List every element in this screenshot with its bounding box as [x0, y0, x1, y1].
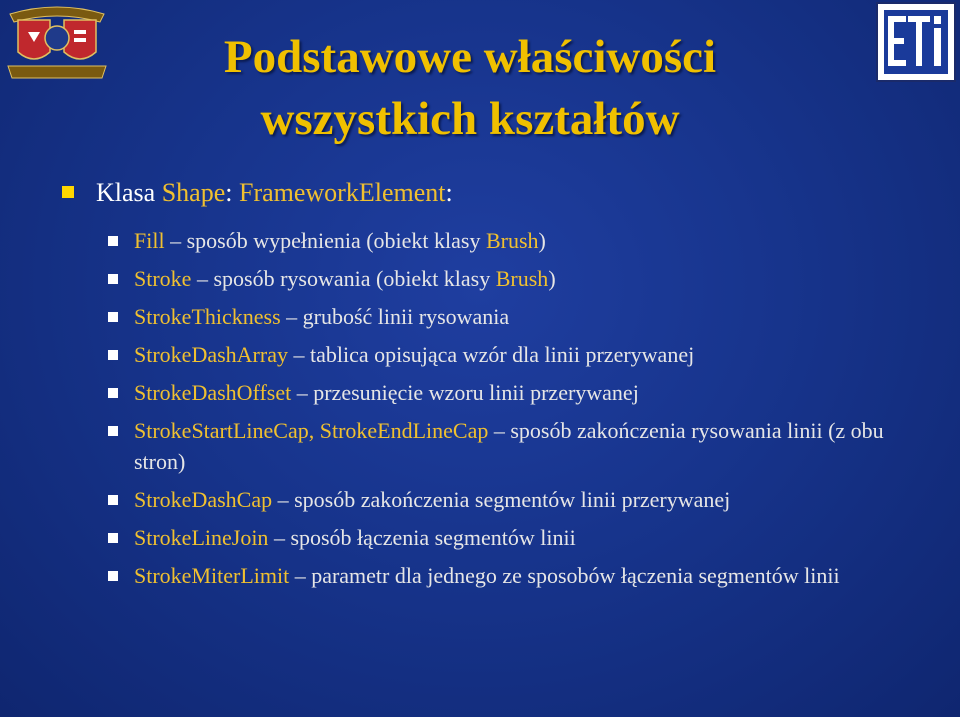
property-tail: ) — [538, 228, 546, 253]
property-term: StrokeMiterLimit — [134, 563, 290, 588]
property-term: StrokeLineJoin — [134, 525, 269, 550]
list-item — [60, 560, 940, 591]
property-term: StrokeDashArray — [134, 342, 288, 367]
property-tail: ) — [548, 266, 556, 291]
property-term: StrokeDashOffset — [134, 380, 292, 405]
square-bullet-icon — [108, 350, 118, 360]
property-term: StrokeStartLineCap, StrokeEndLineCap — [134, 418, 489, 443]
square-bullet-icon — [108, 571, 118, 581]
main-bullet-suffix: : — [445, 178, 453, 207]
square-bullet-icon — [108, 388, 118, 398]
property-desc: – sposób rysowania (obiekt klasy — [191, 266, 496, 291]
property-desc: – sposób zakończenia rysowania linii (z obu stron) — [134, 418, 884, 474]
main-bullet-prefix: Klasa — [96, 178, 162, 207]
eti-logo — [876, 2, 956, 82]
square-bullet-icon — [108, 533, 118, 543]
list-item — [60, 263, 940, 294]
property-ref: Brush — [495, 266, 549, 291]
property-term: Stroke — [134, 266, 192, 291]
main-bullet — [60, 176, 940, 210]
base-class-name: FrameworkElement — [238, 178, 446, 207]
square-bullet-icon — [108, 495, 118, 505]
square-bullet-icon — [108, 274, 118, 284]
title-line-2: wszystkich kształtów — [260, 93, 680, 145]
list-item — [60, 522, 940, 553]
square-bullet-icon — [62, 186, 74, 198]
property-desc: – sposób wypełnienia (obiekt klasy — [164, 228, 486, 253]
property-desc: – tablica opisująca wzór dla linii przerywanej — [287, 342, 695, 367]
list-item — [60, 415, 940, 477]
list-item — [60, 301, 940, 332]
property-ref: Brush — [485, 228, 539, 253]
list-item — [60, 377, 940, 408]
slide-title — [100, 26, 840, 150]
slide-content — [60, 176, 940, 598]
property-desc: – grubość linii rysowania — [280, 304, 510, 329]
property-desc: – sposób zakończenia segmentów linii przerywanej — [272, 487, 731, 512]
main-bullet-sep: : — [225, 178, 239, 207]
list-item — [60, 339, 940, 370]
property-term: StrokeDashCap — [134, 487, 273, 512]
property-desc: – sposób łączenia segmentów linii — [268, 525, 576, 550]
university-logo — [4, 2, 110, 86]
property-term: StrokeThickness — [134, 304, 281, 329]
class-name: Shape — [161, 178, 226, 207]
square-bullet-icon — [108, 236, 118, 246]
list-item — [60, 225, 940, 256]
title-line-1: Podstawowe właściwości — [223, 31, 717, 83]
square-bullet-icon — [108, 426, 118, 436]
property-desc: – przesunięcie wzoru linii przerywanej — [291, 380, 639, 405]
list-item — [60, 484, 940, 515]
square-bullet-icon — [108, 312, 118, 322]
property-desc: – parametr dla jednego ze sposobów łączenia segmentów linii — [289, 563, 840, 588]
property-term: Fill — [134, 228, 165, 253]
property-list — [60, 225, 940, 591]
